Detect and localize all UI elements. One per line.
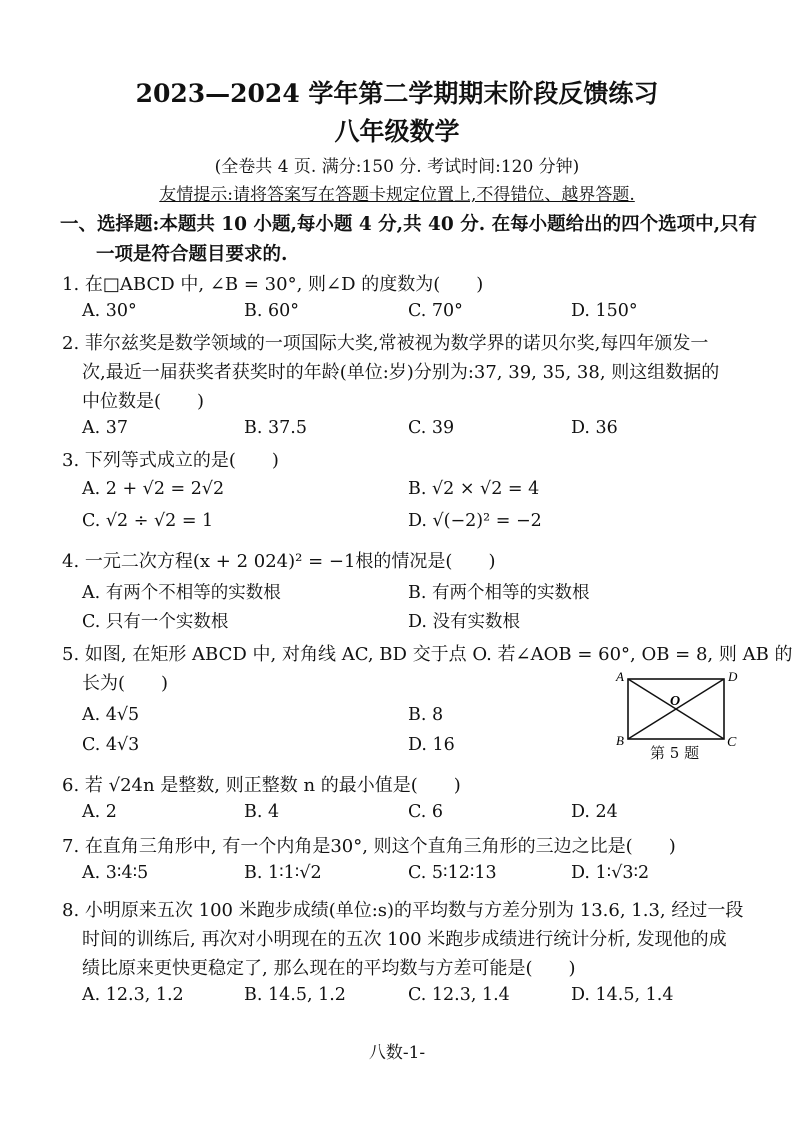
q6-option-d: D. 24 xyxy=(571,802,618,822)
exam-tip: 友情提示:请将答案写在答题卡规定位置上,不得错位、越界答题. xyxy=(159,185,635,205)
question-2-line-1: 2. 菲尔兹奖是数学领域的一项国际大奖,常被视为数学界的诺贝尔奖,每四年颁发一 xyxy=(62,333,709,354)
q3-option-c: C. √2 ÷ √2 = 1 xyxy=(82,511,214,531)
section-heading-line-2: 一项是符合题目要求的. xyxy=(96,244,288,265)
label-o: O xyxy=(670,694,681,709)
q4-option-c: C. 只有一个实数根 xyxy=(82,612,229,632)
exam-info: (全卷共 4 页. 满分:150 分. 考试时间:120 分钟) xyxy=(214,157,580,177)
q7-option-b: B. 1∶1∶√2 xyxy=(244,863,322,883)
page-footer: 八数-1- xyxy=(368,1043,426,1063)
q5-option-b: B. 8 xyxy=(408,705,444,725)
q6-option-b: B. 4 xyxy=(244,802,280,822)
q1-option-d: D. 150° xyxy=(571,301,638,321)
q3-option-b: B. √2 × √2 = 4 xyxy=(408,479,540,499)
q1-option-a: A. 30° xyxy=(82,301,137,321)
label-a: A xyxy=(616,669,624,684)
section-heading-line-1: 一、选择题:本题共 10 小题,每小题 4 分,共 40 分. 在每小题给出的四个选项中,只有 xyxy=(60,214,758,235)
q2-option-d: D. 36 xyxy=(571,418,618,438)
question-6-stem: 6. 若 √24n 是整数, 则正整数 n 的最小值是( ) xyxy=(62,775,461,796)
q7-option-d: D. 1∶√3∶2 xyxy=(571,863,650,883)
q3-option-d: D. √(−2)² = −2 xyxy=(408,511,542,531)
exam-title: 2023—2024 学年第二学期期末阶段反馈练习 xyxy=(135,79,659,108)
q4-option-a: A. 有两个不相等的实数根 xyxy=(82,583,281,603)
question-1-stem: 1. 在□ABCD 中, ∠B = 30°, 则∠D 的度数为( ) xyxy=(62,274,484,295)
q8-option-c: C. 12.3, 1.4 xyxy=(408,985,510,1005)
question-8-line-2: 时间的训练后, 再次对小明现在的五次 100 米跑步成绩进行统计分析, 发现他的成 xyxy=(82,929,727,950)
label-b: B xyxy=(616,733,624,748)
q5-option-a: A. 4√5 xyxy=(82,705,140,725)
question-7-stem: 7. 在直角三角形中, 有一个内角是30°, 则这个直角三角形的三边之比是( ) xyxy=(62,836,676,857)
q7-option-c: C. 5∶12∶13 xyxy=(408,863,497,883)
q3-option-a: A. 2 + √2 = 2√2 xyxy=(82,479,225,499)
question-3-stem: 3. 下列等式成立的是( ) xyxy=(62,450,279,471)
question-2-line-3: 中位数是( ) xyxy=(82,391,205,412)
question-5-line-1: 5. 如图, 在矩形 ABCD 中, 对角线 AC, BD 交于点 O. 若∠AOB = 60°, OB = 8, 则 AB 的 xyxy=(62,644,793,665)
question-4-stem: 4. 一元二次方程(x + 2 024)² = −1根的情况是( ) xyxy=(62,551,496,572)
q4-option-d: D. 没有实数根 xyxy=(408,612,521,632)
question-5-line-2: 长为( ) xyxy=(82,673,169,694)
q8-option-a: A. 12.3, 1.2 xyxy=(82,985,184,1005)
label-c: C xyxy=(727,735,737,750)
q8-option-b: B. 14.5, 1.2 xyxy=(244,985,346,1005)
q2-option-c: C. 39 xyxy=(408,418,455,438)
q6-option-a: A. 2 xyxy=(82,802,117,822)
q2-option-a: A. 37 xyxy=(82,418,129,438)
q1-option-b: B. 60° xyxy=(244,301,300,321)
q2-option-b: B. 37.5 xyxy=(244,418,307,438)
q5-option-d: D. 16 xyxy=(408,735,455,755)
question-2-line-2: 次,最近一届获奖者获奖时的年龄(单位:岁)分别为:37, 39, 35, 38, 则这组数据的 xyxy=(82,362,720,383)
q6-option-c: C. 6 xyxy=(408,802,444,822)
q4-option-b: B. 有两个相等的实数根 xyxy=(408,583,590,603)
q7-option-a: A. 3∶4∶5 xyxy=(82,863,149,883)
q8-option-d: D. 14.5, 1.4 xyxy=(571,985,674,1005)
label-d: D xyxy=(728,669,738,684)
question-8-line-3: 绩比原来更快更稳定了, 那么现在的平均数与方差可能是( ) xyxy=(82,958,576,979)
figure-caption: 第 5 题 xyxy=(650,744,700,762)
q5-option-c: C. 4√3 xyxy=(82,735,140,755)
exam-subject: 八年级数学 xyxy=(334,117,460,146)
q1-option-c: C. 70° xyxy=(408,301,463,321)
question-8-line-1: 8. 小明原来五次 100 米跑步成绩(单位:s)的平均数与方差分别为 13.6, 1.3, 经过一段 xyxy=(62,900,744,921)
